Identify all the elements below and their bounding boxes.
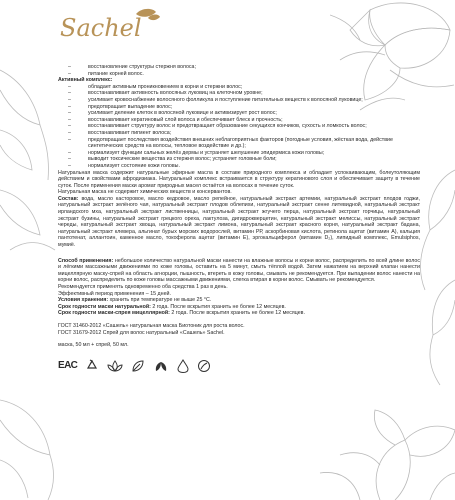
- shelf-mask-label: Срок годности маски натуральной:: [58, 303, 151, 310]
- effect-period: Эффективный период применения – 15 дней.: [58, 290, 171, 297]
- hair-icon: [197, 359, 211, 373]
- flower-decoration-left-icon: [0, 60, 60, 260]
- leaf-icon: [131, 359, 145, 373]
- gost-line-1: ГОСТ 31460-2012 «Сашель» натуральная маска Биотоник для роста волос.: [58, 322, 245, 329]
- sachel-logo: [58, 8, 178, 42]
- gost-line-2: ГОСТ 31679-2012 Спрей для волос натуральный «Сашель» Sachel.: [58, 329, 225, 336]
- no-chemicals-note: Натуральная маска не содержит химических веществ и консервантов.: [58, 189, 232, 196]
- usage-paragraph: [58, 258, 420, 284]
- list-item: – восстанавливает пигмент волоса;: [58, 130, 420, 137]
- certification-icons: [58, 358, 420, 374]
- eac-mark: ЕАС: [58, 359, 78, 371]
- shelf-spray-text: 2 года. После вскрытия хранить не более 12 месяцев.: [169, 310, 305, 317]
- natural-paragraph: Натуральная маска содержит натуральные эфирные масла в составе природного комплекса и обладает успокаивающим, болеутоляющим действием и свойствами афродизиака. Натуральный комплекс встраивается в структуру кератинового слоя и обеспечивает защиту в течение суток. После применения маски аромат природных масел остаётся на волосах в течение суток.: [58, 169, 420, 189]
- list-item: – предотвращает выпадение волос;: [58, 104, 420, 111]
- storage-text: хранить при температуре не выше 25 °С.: [108, 297, 212, 304]
- list-item: – восстанавливает активность волосяных луковиц на клеточном уровне;: [58, 90, 420, 97]
- storage-label: Условия хранения:: [58, 297, 109, 304]
- list-item: – обладает активным проникновением в корни и стержни волос;: [58, 84, 420, 91]
- list-item: – нормализует состояние кожи головы.: [58, 163, 420, 170]
- list-item: – выводит токсические вещества из стержня волос; устраняет головные боли;: [58, 156, 420, 163]
- list-item: – усиливает деление клеток в волосяной луковице и активизирует рост волос;: [58, 110, 420, 117]
- flower-decoration-bottom-left-icon: [0, 380, 70, 500]
- recycle-icon: [85, 359, 99, 373]
- label-text: [58, 64, 420, 374]
- list-item: – усиливает кровоснабжение волосяного фолликула и поступление питательных веществ к волосяной луковице;: [58, 97, 420, 104]
- composition-paragraph: [58, 196, 420, 249]
- active-complex-list: [58, 84, 420, 170]
- shelf-life-spray: [58, 310, 420, 317]
- list-item: – восстанавливает кератиновый слой волоса и обеспечивает блеск и прочность;: [58, 117, 420, 124]
- list-item: – восстановление структуры стержня волоса;: [58, 64, 420, 71]
- storage-conditions: [58, 297, 420, 304]
- usage-text: небольшое количество натуральной маски нанести на влажные волосы и корни волос, распределить по всей длине волос и лёгкими массажными движениями по коже головы, оставить на 5 минут, смыть тёплой водой. Затем нажатием на верхний клапан нанести мицеллярную маску-спрей на область агнорции, пышность, втереть в кожу головы, смывать не рекомендуется. При выпадении волос нанести на корни волос, распределить по коже головы массажными движениями, слегка втирая в корни волос. Смывать не рекомендуется.: [58, 257, 420, 284]
- intro-list: [58, 64, 420, 77]
- logo-text: Sachel: [60, 14, 142, 42]
- lotus-icon: [107, 359, 123, 373]
- list-item: – питание корней волос.: [58, 71, 420, 78]
- shelf-spray-label: Срок годности маски-спрея мицеллярной:: [58, 310, 170, 317]
- list-item: – восстанавливает структуру волос и предотвращает образование секущихся кончиков, сухость и ломкость волос;: [58, 123, 420, 130]
- active-complex-title: Активный комплекс:: [58, 77, 113, 84]
- flower-decoration-bottom-right-icon: [300, 395, 455, 500]
- list-item: – предотвращает последствия воздействия внешних неблагоприятных факторов (погодные условия, жёсткая вода, действие синтетических средств на волосы, тепловое воздействие и др.);: [58, 137, 420, 150]
- volume-text: маска, 50 мл + спрей, 50 мл.: [58, 342, 129, 349]
- list-item: – нормализует функции сальных желёз дермы и устраняет шелушение эпидермиса кожи головы;: [58, 150, 420, 157]
- leaves-icon: [153, 359, 169, 373]
- composition-text: вода, масло касторовое, масло кедровое, масло репейное, натуральный экстракт артемии, натуральный экстракт плодов годжи, натуральный экстракт зелёного чая, натуральный экстракт плодов облепихи, натуральный экстракт сенне литевидной, натуральный экстракт ирландского мха, натуральный экстракт лиственницы, натуральный экстракт жгучего перца, натуральный экстракт горчицы, натуральный экстракт бузины, натуральный экстракт грецкого ореха, лактулоза, дигидрокверцетин, натуральный экстракт мелиссы, натуральный экстракт череды, натуральный экстракт хвоща, натуральный экстракт лимона, натуральный экстракт красного корня, натуральный экстракт бадана, натуральный экстракт клевера, альгинат бурых морских водорослей, витамин РР, аскорбиновая кислота, ретинола ацетат (витамин А), кальция пантотенат, аллантоин, каменное масло, токоферола ацетат (витамин Е), эргокальциферол (витамин D₂), липидный комплекс, Emulsiphos, мумиё.: [58, 195, 420, 249]
- usage-label: Способ применения:: [58, 257, 114, 264]
- shelf-mask-text: 2 года. После вскрытия хранить не более 12 месяцев.: [150, 303, 286, 310]
- drop-icon: [177, 359, 189, 373]
- frequency-note: Рекомендуется применять одновременно оба средства 1 раз в день.: [58, 284, 228, 290]
- composition-label: Состав:: [58, 195, 79, 202]
